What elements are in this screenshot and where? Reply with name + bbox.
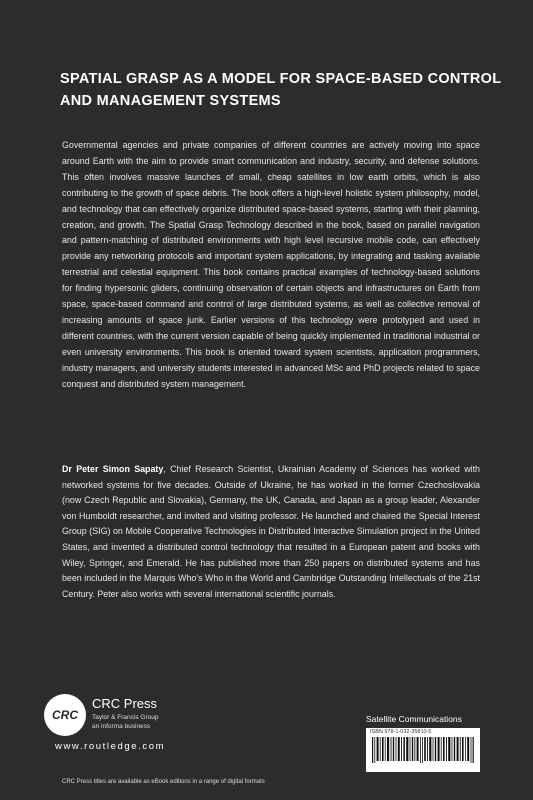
- title-line-1: SPATIAL GRASP AS A MODEL FOR SPACE-BASED CONTROL: [60, 71, 502, 87]
- barcode-icon: [372, 737, 474, 763]
- author-bio-text: , Chief Research Scientist, Ukrainian Academy of Sciences has worked with networked systems for five decades. Outside of Ukraine, he has worked in the former Czechoslovakia (now Czech Republic and Slovakia), Germany, the UK, Canada, and Japan as a group leader, Alexander von Humboldt researcher, and invited and visiting professor. He launched and chaired the Special Interest Group (SIG) on Mobile Cooperative Technologies in Distributed Interactive Simulation project in the United States, and invented a distributed control technology that resulted in a European patent and books with Wiley, Springer, and Emerald. He has published more than 250 papers on distributed systems and has been included in the Marquis Who's Who in the World and Cambridge Outstanding Intellectuals of the 21st Century. Peter also works with several international scientific journals.: [62, 464, 480, 599]
- title-line-2: AND MANAGEMENT SYSTEMS: [60, 93, 281, 109]
- publisher-group: Taylor & Francis Group: [92, 714, 159, 721]
- book-title: [60, 68, 502, 112]
- publisher-business: an informa business: [92, 723, 151, 730]
- publisher-website[interactable]: www.routledge.com: [55, 741, 166, 752]
- publisher-name: CRC Press: [92, 696, 158, 711]
- crc-logo-icon: CRC: [44, 694, 86, 736]
- book-description: Governmental agencies and private companies of different countries are actively moving into space around Earth with the aim to provide smart communication and industry, security, and defense solutions. This often involves massive launches of small, cheap satellites in low earth orbits, which is also contributing to the growth of space debris. The book offers a high-level holistic system philosophy, model, and technology that can effectively organize distributed space-based systems, starting with their planning, creation, and growth. The Spatial Grasp Technology described in the book, based on parallel navigation and pattern-matching of distributed environments with high level recursive mobile code, can effectively provide any networking protocols and important system applications, by integrating and tasking available terrestrial and celestial equipment. This book contains practical examples of technology-based solutions for finding hypersonic gliders, continuing observation of certain objects and infrastructures on Earth from space, space-based command and control of large distributed systems, as well as collective removal of increasing amounts of space junk. Earlier versions of this technology were prototyped and used in different countries, with the current version capable of being quickly implemented in traditional industrial or even university environments. This book is oriented toward system scientists, application programmers, industry managers, and university students interested in advanced MSc and PhD projects related to space conquest and distributed system management.: [62, 140, 480, 389]
- author-name: Dr Peter Simon Sapaty: [62, 464, 164, 474]
- book-category: Satellite Communications: [366, 714, 462, 724]
- isbn-label: ISBN 978-1-032-35810-5: [370, 729, 432, 735]
- author-bio: [62, 462, 480, 602]
- ebook-notice: CRC Press titles are available as eBook editions in a range of digital formats: [62, 779, 265, 785]
